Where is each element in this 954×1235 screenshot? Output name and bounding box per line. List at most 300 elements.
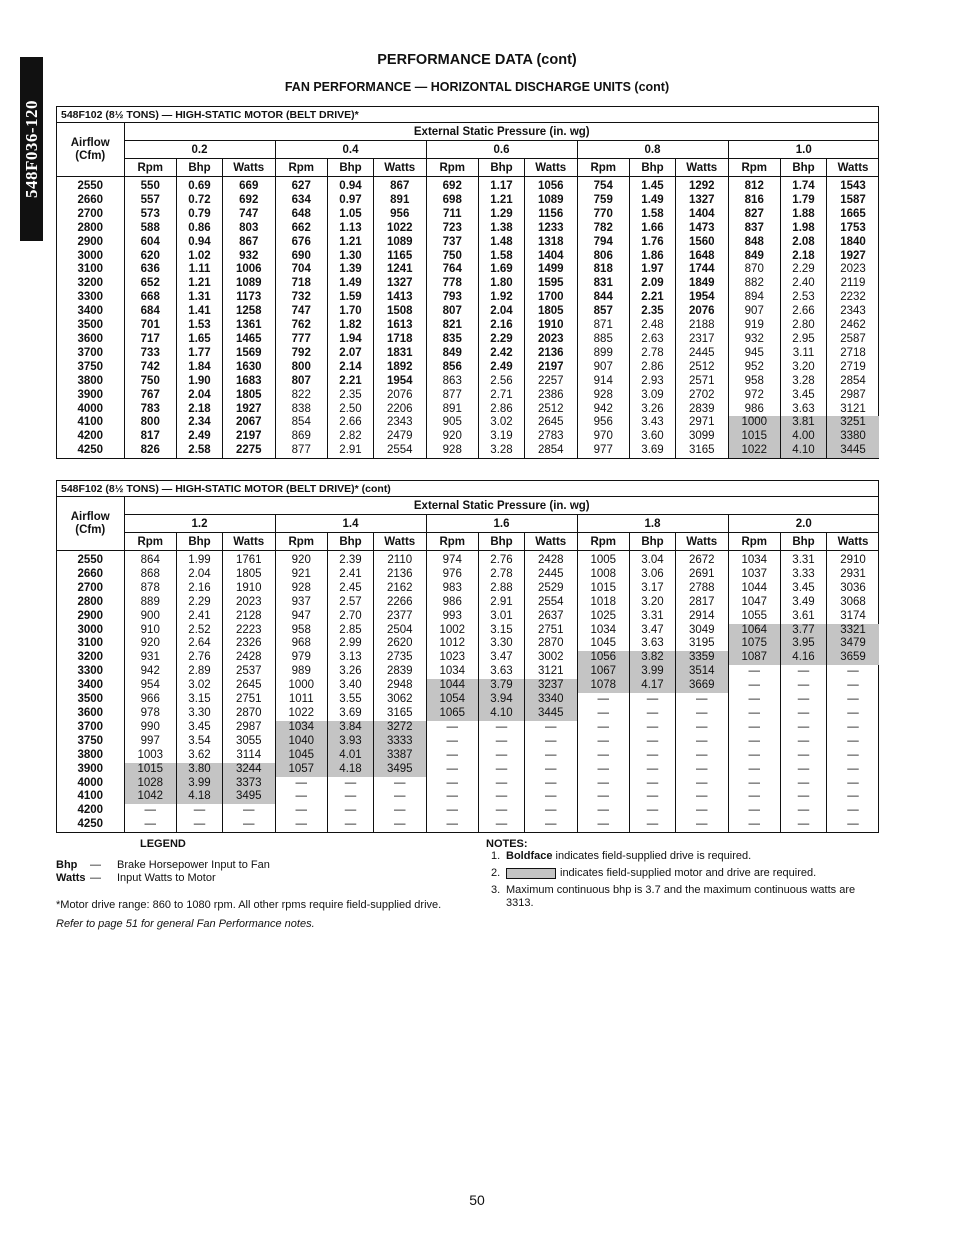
table-cell: 2377 [374, 610, 427, 624]
table-cell: 3.19 [479, 430, 525, 444]
table-cell: 1318 [525, 236, 578, 250]
esp-header: External Static Pressure (in. wg) [124, 497, 879, 515]
table-cell: 849 [728, 250, 781, 264]
table-cell: 983 [426, 582, 479, 596]
table-cell: 1056 [525, 177, 578, 194]
table-cell: — [728, 707, 781, 721]
table-row [57, 749, 879, 763]
table-cell: 3.77 [781, 624, 827, 638]
table-cell: — [827, 777, 880, 791]
table-cell: 3.04 [630, 551, 676, 568]
table-cell: 2479 [374, 430, 427, 444]
pressure-header: 2.0 [728, 515, 879, 533]
table-cell: 1569 [223, 347, 276, 361]
pressure-header: 1.0 [728, 141, 879, 159]
airflow-cell: 3700 [77, 720, 104, 733]
table-cell: 3.47 [630, 624, 676, 638]
table-cell: 1.11 [177, 263, 223, 277]
table-cell: 2.42 [479, 347, 525, 361]
table-cell: 778 [426, 277, 479, 291]
table-cell: 1404 [676, 208, 729, 222]
table-cell: 997 [124, 735, 177, 749]
table-cell: 1.49 [630, 194, 676, 208]
table-row [57, 305, 879, 319]
table-cell: — [728, 790, 781, 804]
airflow-cell: 3700 [77, 346, 104, 359]
table-cell: — [676, 790, 729, 804]
table-cell: 1.41 [177, 305, 223, 319]
table-cell: 803 [223, 222, 276, 236]
table-cell: 3445 [525, 707, 578, 721]
table-cell: 807 [275, 375, 328, 389]
table-cell: 2343 [374, 416, 427, 430]
table-row [57, 389, 879, 403]
table-cell: 928 [426, 444, 479, 458]
table-cell: 2.63 [630, 333, 676, 347]
table-cell: 800 [124, 416, 177, 430]
table-cell: 3237 [525, 679, 578, 693]
table-cell: 717 [124, 333, 177, 347]
table-cell: 777 [275, 333, 328, 347]
table-cell: 2987 [827, 389, 880, 403]
airflow-cell: 2550 [77, 180, 104, 192]
airflow-cell: 2900 [77, 235, 104, 248]
table-cell: — [630, 818, 676, 832]
airflow-cell: 3100 [77, 637, 104, 650]
airflow-cell: 2800 [77, 595, 104, 608]
table-cell: — [577, 818, 630, 832]
table-cell: 1.98 [781, 222, 827, 236]
table-cell: 1.84 [177, 361, 223, 375]
table-cell: 1173 [223, 291, 276, 305]
table-cell: 732 [275, 291, 328, 305]
table-cell: 812 [728, 177, 781, 194]
table-cell: 2817 [676, 596, 729, 610]
table-cell: 1.02 [177, 250, 223, 264]
table-cell: — [827, 735, 880, 749]
table-cell: 990 [124, 721, 177, 735]
table-cell: 764 [426, 263, 479, 277]
table-cell: 2.71 [479, 389, 525, 403]
table-cell: 2529 [525, 582, 578, 596]
table-cell: 3359 [676, 651, 729, 665]
table-cell: 2445 [676, 347, 729, 361]
table-cell: — [676, 804, 729, 818]
table-cell: 762 [275, 319, 328, 333]
table-cell: 3495 [223, 790, 276, 804]
table-cell: 1465 [223, 333, 276, 347]
table-cell: 2.78 [630, 347, 676, 361]
column-header-rpm: Rpm [426, 533, 479, 551]
table-cell: — [525, 818, 578, 832]
table-cell: 2571 [676, 375, 729, 389]
table-cell: 977 [577, 444, 630, 458]
table-cell: 3380 [827, 430, 880, 444]
airflow-cell: 4200 [77, 430, 104, 443]
note-number: 3. [491, 884, 501, 896]
airflow-cell: 3600 [77, 706, 104, 719]
table-cell: 2257 [525, 375, 578, 389]
table-cell: 2.93 [630, 375, 676, 389]
airflow-cell: 2700 [77, 207, 104, 220]
airflow-cell: 4200 [77, 804, 104, 817]
table-cell: 2.29 [479, 333, 525, 347]
table-row [57, 637, 879, 651]
shaded-swatch [506, 868, 556, 879]
pressure-header: 0.2 [124, 141, 275, 159]
table-row [57, 763, 879, 777]
table-cell: 2.64 [177, 637, 223, 651]
table-cell: 3.20 [630, 596, 676, 610]
table-cell: 2.21 [328, 375, 374, 389]
table-cell: 986 [728, 403, 781, 417]
table-cell: 2119 [827, 277, 880, 291]
table-cell: 1057 [275, 763, 328, 777]
table-cell: 1002 [426, 624, 479, 638]
table-cell: — [781, 790, 827, 804]
table-cell: 1.39 [328, 263, 374, 277]
table-cell: 2023 [827, 263, 880, 277]
table-cell: 0.79 [177, 208, 223, 222]
table-cell: 1.53 [177, 319, 223, 333]
notes [486, 838, 880, 914]
table-cell: 1241 [374, 263, 427, 277]
table-cell: 3.02 [479, 416, 525, 430]
table-cell: — [177, 818, 223, 832]
table-cell: 910 [124, 624, 177, 638]
table-cell: 2326 [223, 637, 276, 651]
table-cell: 885 [577, 333, 630, 347]
table-cell: — [374, 777, 427, 791]
table-cell: 1473 [676, 222, 729, 236]
table-cell: 920 [275, 551, 328, 568]
pressure-header: 1.6 [426, 515, 577, 533]
table-cell: 2.86 [479, 403, 525, 417]
table-cell: 4.01 [328, 749, 374, 763]
table-cell: 2067 [223, 416, 276, 430]
table-cell: 754 [577, 177, 630, 194]
table-row [57, 194, 879, 208]
table-cell: 2023 [525, 333, 578, 347]
table-cell: — [781, 679, 827, 693]
note-number: 1. [491, 850, 501, 862]
table-cell: 3062 [374, 693, 427, 707]
airflow-cell: 3100 [77, 263, 104, 276]
table-cell: 3.55 [328, 693, 374, 707]
table-cell: 634 [275, 194, 328, 208]
table-cell: 867 [374, 177, 427, 194]
column-header-bhp: Bhp [177, 159, 223, 177]
table-row [57, 790, 879, 804]
legend-item-watts [56, 872, 456, 885]
table-cell: 849 [426, 347, 479, 361]
table-cell: 2136 [525, 347, 578, 361]
table-cell: 2672 [676, 551, 729, 568]
airflow-cell: 2550 [77, 554, 104, 566]
table-cell: 2.88 [479, 582, 525, 596]
table-cell: 3.01 [479, 610, 525, 624]
table-cell: — [728, 693, 781, 707]
table-cell: 4.10 [479, 707, 525, 721]
table-cell: 3.45 [781, 582, 827, 596]
table-cell: 2.76 [479, 551, 525, 568]
table-cell: 1892 [374, 361, 427, 375]
table-cell: 891 [374, 194, 427, 208]
motor-drive-note: *Motor drive range: 860 to 1080 rpm. All other rpms require field-supplied drive. [56, 899, 442, 911]
table-cell: 1499 [525, 263, 578, 277]
table-cell: 956 [577, 416, 630, 430]
table-cell: 931 [124, 651, 177, 665]
table-cell: 2554 [525, 596, 578, 610]
table-cell: 2751 [525, 624, 578, 638]
table-cell: 2232 [827, 291, 880, 305]
table-cell: 1015 [124, 763, 177, 777]
table-cell: — [426, 749, 479, 763]
column-header-rpm: Rpm [577, 533, 630, 551]
table-cell: — [630, 804, 676, 818]
table-cell: 3.26 [328, 665, 374, 679]
table-cell: — [479, 804, 525, 818]
table-cell: — [275, 790, 328, 804]
table-cell: 905 [426, 416, 479, 430]
table-cell: — [676, 735, 729, 749]
table-cell: — [827, 763, 880, 777]
table-cell: 3244 [223, 763, 276, 777]
table-cell: 920 [124, 637, 177, 651]
table-cell: 3.63 [479, 665, 525, 679]
table-cell: 2.40 [781, 277, 827, 291]
table-cell: 867 [223, 236, 276, 250]
table-cell: 2.95 [781, 333, 827, 347]
table-row [57, 416, 879, 430]
table-cell: — [479, 749, 525, 763]
table-caption: 548F102 (8½ TONS) — HIGH-STATIC MOTOR (BELT DRIVE)* [57, 107, 878, 123]
table-cell: 2343 [827, 305, 880, 319]
table-cell: 2.29 [781, 263, 827, 277]
table-cell: 3.80 [177, 763, 223, 777]
table-cell: 807 [426, 305, 479, 319]
table-row [57, 665, 879, 679]
table-cell: — [525, 804, 578, 818]
table-cell: 816 [728, 194, 781, 208]
table-row [57, 818, 879, 832]
table-cell: 3121 [525, 665, 578, 679]
airflow-cell: 3400 [77, 305, 104, 318]
table-cell: — [577, 735, 630, 749]
table-cell: 767 [124, 389, 177, 403]
table-cell: 1.94 [328, 333, 374, 347]
table-cell: — [630, 721, 676, 735]
table-cell: — [676, 777, 729, 791]
refer-note: Refer to page 51 for general Fan Performance notes. [56, 918, 315, 930]
table-cell: 3174 [827, 610, 880, 624]
table-cell: 2.21 [630, 291, 676, 305]
table-cell: — [728, 749, 781, 763]
table-row [57, 177, 879, 194]
table-cell: 2197 [223, 430, 276, 444]
table-cell: 3036 [827, 582, 880, 596]
table-cell: 3.63 [781, 403, 827, 417]
table-row [57, 624, 879, 638]
table-cell: 2.76 [177, 651, 223, 665]
table-cell: 0.86 [177, 222, 223, 236]
table-cell: 588 [124, 222, 177, 236]
notes-title: NOTES: [486, 838, 528, 850]
table-cell: 1078 [577, 679, 630, 693]
table-cell: 932 [728, 333, 781, 347]
table-cell: — [827, 693, 880, 707]
pressure-header: 0.6 [426, 141, 577, 159]
table-cell: 821 [426, 319, 479, 333]
table-cell: 2645 [525, 416, 578, 430]
table-row [57, 707, 879, 721]
performance-table [57, 497, 879, 832]
table-cell: 652 [124, 277, 177, 291]
table-cell: — [676, 721, 729, 735]
table-cell: 2948 [374, 679, 427, 693]
airflow-cell: 4250 [77, 818, 104, 831]
column-header-watts: Watts [374, 533, 427, 551]
table-cell: 2136 [374, 568, 427, 582]
table-cell: 2751 [223, 693, 276, 707]
table-cell: 1064 [728, 624, 781, 638]
airflow-cell: 2800 [77, 221, 104, 234]
table-cell: 711 [426, 208, 479, 222]
table-cell: — [479, 735, 525, 749]
table-cell: 648 [275, 208, 328, 222]
table-cell: 2023 [223, 596, 276, 610]
table-cell: 0.69 [177, 177, 223, 194]
table-row [57, 777, 879, 791]
table-cell: — [630, 707, 676, 721]
column-header-bhp: Bhp [630, 159, 676, 177]
table-cell: 1.99 [177, 551, 223, 568]
table-cell: 3.45 [177, 721, 223, 735]
table-cell: 770 [577, 208, 630, 222]
note-text: Maximum continuous bhp is 3.7 and the maximum continuous watts are 3313. [506, 884, 856, 909]
table-cell: 750 [124, 375, 177, 389]
table-cell: 1.45 [630, 177, 676, 194]
table-cell: 1.76 [630, 236, 676, 250]
table-cell: 1023 [426, 651, 479, 665]
table-cell: 3.31 [630, 610, 676, 624]
table-cell: — [577, 749, 630, 763]
table-cell: — [676, 707, 729, 721]
table-cell: 3340 [525, 693, 578, 707]
table-cell: 1045 [577, 637, 630, 651]
table-cell: 3669 [676, 679, 729, 693]
table-cell: 3.93 [328, 735, 374, 749]
column-header-watts: Watts [525, 533, 578, 551]
fan-performance-table-2 [56, 480, 879, 833]
table-cell: 2504 [374, 624, 427, 638]
table-cell: — [426, 735, 479, 749]
airflow-cell: 2700 [77, 581, 104, 594]
table-cell: 3068 [827, 596, 880, 610]
table-cell: 0.94 [328, 177, 374, 194]
table-cell: 3.33 [781, 568, 827, 582]
table-cell: 1006 [223, 263, 276, 277]
table-cell: 2.34 [177, 416, 223, 430]
airflow-cell: 3200 [77, 277, 104, 290]
table-cell: 2987 [223, 721, 276, 735]
table-cell: 2317 [676, 333, 729, 347]
table-cell: 2188 [676, 319, 729, 333]
note-2 [486, 867, 880, 880]
table-cell: 1.77 [177, 347, 223, 361]
table-cell: 750 [426, 250, 479, 264]
table-cell: 2.04 [177, 568, 223, 582]
legend-title: LEGEND [140, 838, 186, 850]
table-cell: 1.80 [479, 277, 525, 291]
table-cell: 3495 [374, 763, 427, 777]
table-cell: 870 [728, 263, 781, 277]
table-cell: — [827, 665, 880, 679]
table-cell: 956 [374, 208, 427, 222]
table-cell: 2206 [374, 403, 427, 417]
table-cell: 1910 [223, 582, 276, 596]
table-cell: 2386 [525, 389, 578, 403]
table-cell: 684 [124, 305, 177, 319]
table-cell: 3.15 [177, 693, 223, 707]
column-header-rpm: Rpm [577, 159, 630, 177]
table-cell: 2914 [676, 610, 729, 624]
table-cell: — [630, 763, 676, 777]
table-cell: 4.17 [630, 679, 676, 693]
table-cell: 1037 [728, 568, 781, 582]
table-cell: 2839 [374, 665, 427, 679]
table-cell: 877 [275, 444, 328, 458]
table-cell: — [781, 721, 827, 735]
table-cell: 1.13 [328, 222, 374, 236]
airflow-cell: 3300 [77, 665, 104, 678]
table-cell: 3514 [676, 665, 729, 679]
table-cell: 882 [728, 277, 781, 291]
table-cell: 1805 [223, 389, 276, 403]
table-cell: 2.16 [479, 319, 525, 333]
table-cell: 1.30 [328, 250, 374, 264]
table-cell: 692 [426, 177, 479, 194]
table-cell: 2719 [827, 361, 880, 375]
table-cell: 907 [577, 361, 630, 375]
table-cell: — [374, 790, 427, 804]
column-header-bhp: Bhp [479, 159, 525, 177]
table-cell: — [577, 804, 630, 818]
table-cell: 2.66 [781, 305, 827, 319]
table-cell: 1022 [275, 707, 328, 721]
table-cell: — [728, 735, 781, 749]
table-cell: 837 [728, 222, 781, 236]
table-cell: 899 [577, 347, 630, 361]
table-cell: 1034 [728, 551, 781, 568]
table-cell: — [577, 777, 630, 791]
airflow-cell: 3900 [77, 388, 104, 401]
pressure-header: 0.4 [275, 141, 426, 159]
table-cell: 1404 [525, 250, 578, 264]
table-cell: 3.82 [630, 651, 676, 665]
table-cell: 1015 [577, 582, 630, 596]
table-cell: — [374, 818, 427, 832]
table-cell: 3272 [374, 721, 427, 735]
table-cell: 863 [426, 375, 479, 389]
table-cell: 3.61 [781, 610, 827, 624]
legend-item-bhp [56, 859, 456, 872]
table-cell: 932 [223, 250, 276, 264]
table-cell: 1327 [374, 277, 427, 291]
table-cell: — [426, 777, 479, 791]
airflow-header: Airflow (Cfm) [57, 123, 124, 177]
column-header-rpm: Rpm [728, 533, 781, 551]
